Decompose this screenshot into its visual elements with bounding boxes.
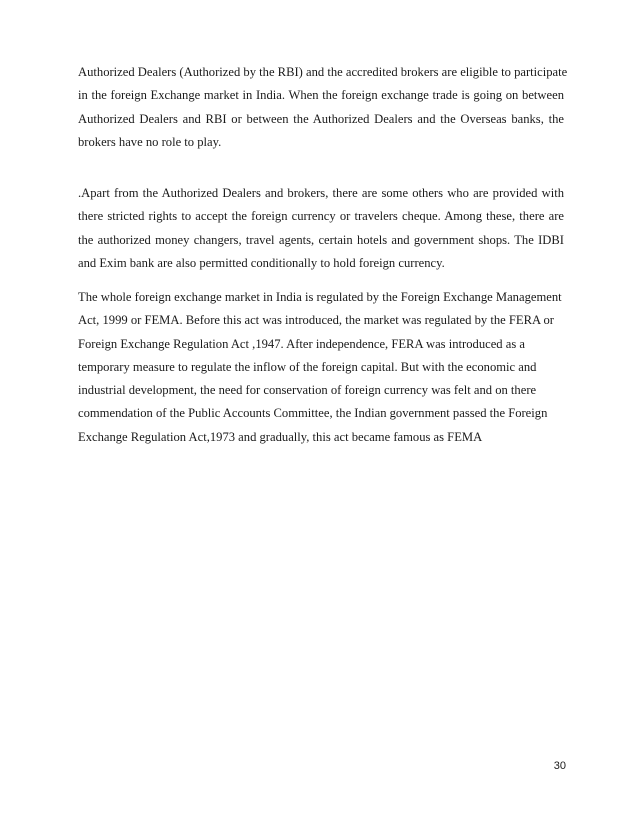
page-number: 30 [553, 760, 566, 772]
paragraph-line: in the foreign Exchange market in India. When the foreign exchange trade is going on between [78, 88, 564, 103]
paragraph-line: Authorized Dealers and RBI or between the Authorized Dealers and the Overseas banks, the [78, 111, 564, 126]
paragraph-line: commendation of the Public Accounts Committee, the Indian government passed the Foreign [78, 406, 548, 421]
paragraph-line: The whole foreign exchange market in India is regulated by the Foreign Exchange Management [78, 290, 562, 304]
paragraph-line: the authorized money changers, travel agents, certain hotels and government shops. The IDBI [78, 232, 564, 247]
paragraph-line: industrial development, the need for conservation of foreign currency was felt and on there [78, 383, 537, 398]
paragraph-line: and Exim bank are also permitted conditionally to hold foreign currency. [78, 255, 445, 270]
paragraph-line: Authorized Dealers (Authorized by the RBI) and the accredited brokers are eligible to participate [78, 65, 568, 79]
paragraph-line: Foreign Exchange Regulation Act ,1947. After independence, FERA was introduced as a [78, 336, 525, 351]
paragraph-line: Exchange Regulation Act,1973 and gradually, this act became famous as FEMA [78, 429, 483, 444]
paragraph-line: brokers have no role to play. [78, 134, 222, 149]
paragraph-other-participants [78, 182, 564, 275]
paragraph-line: temporary measure to regulate the inflow of the foreign capital. But with the economic and [78, 359, 537, 374]
paragraph-authorized-dealers [78, 61, 568, 154]
paragraph-line: .Apart from the Authorized Dealers and brokers, there are some others who are provided with [78, 186, 564, 200]
paragraph-fema-regulation [78, 286, 564, 449]
paragraph-line: Act, 1999 or FEMA. Before this act was introduced, the market was regulated by the FERA or [78, 313, 555, 328]
paragraph-line: there stricted rights to accept the foreign currency or travelers cheque. Among these, there are [78, 209, 564, 224]
